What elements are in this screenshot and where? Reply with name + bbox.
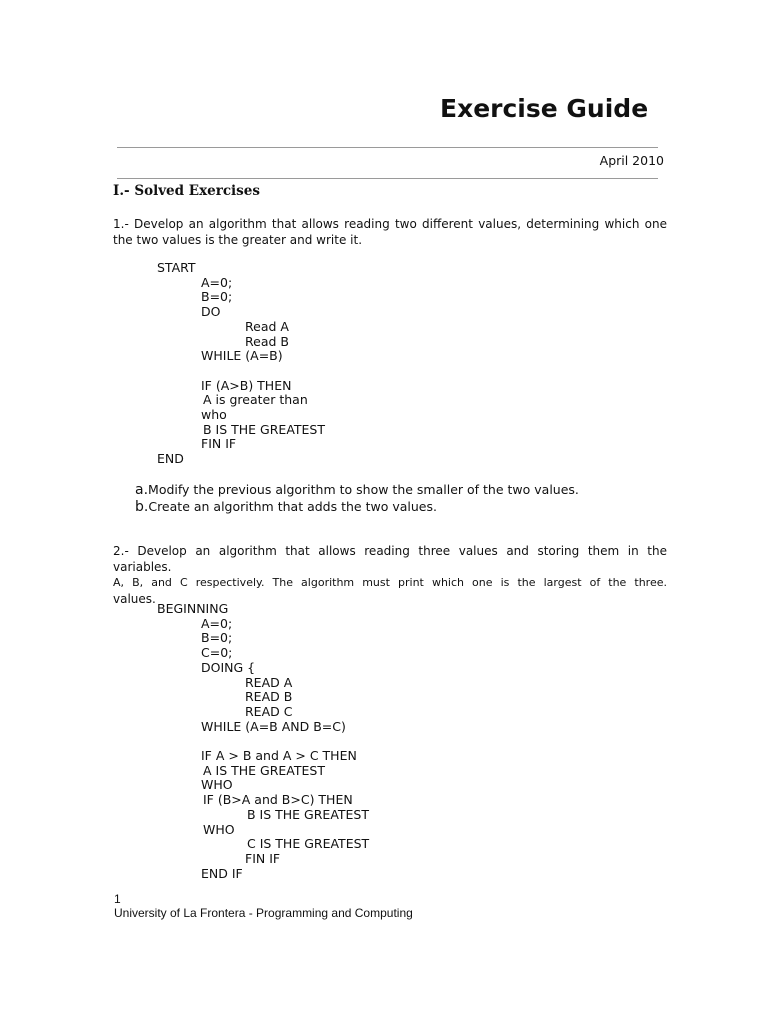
code-line: A=0; (201, 615, 233, 631)
document-title: Exercise Guide (440, 94, 649, 123)
exercise-1-task-a (135, 481, 579, 499)
code-line: END (157, 451, 184, 467)
page-number: 1 (114, 892, 121, 906)
code-line: C IS THE GREATEST (247, 836, 370, 852)
code-line: Read B (245, 333, 289, 349)
code-line: START (157, 260, 196, 275)
code-line: WHO (203, 821, 235, 837)
code-line: B=0; (201, 630, 233, 646)
header-rule-top (117, 147, 658, 148)
code-line: DOING { (201, 659, 256, 675)
exercise-1-code (157, 261, 325, 467)
code-line: BEGINNING (157, 601, 229, 616)
code-line: FIN IF (201, 436, 237, 452)
code-line: WHILE (A=B) (201, 348, 283, 364)
exercise-2-prompt-line-3: values. (113, 592, 156, 606)
code-line: IF (B>A and B>C) THEN (203, 792, 353, 808)
exercise-1-prompt-line-2: the two values is the greater and write it. (113, 233, 363, 247)
code-line: READ B (245, 689, 293, 705)
code-line: B IS THE GREATEST (247, 806, 370, 822)
code-line: C=0; (201, 645, 233, 661)
code-line: READ A (245, 674, 293, 690)
exercise-1-prompt-line-1: 1.- Develop an algorithm that allows reading two different values, determining which one (113, 217, 667, 231)
code-line: who (201, 407, 227, 423)
footer-text: University of La Frontera - Programming and Computing (114, 906, 413, 920)
code-line: B IS THE GREATEST (203, 421, 326, 437)
code-blank-line (157, 364, 325, 379)
section-heading: I.- Solved Exercises (113, 183, 260, 199)
exercise-2-prompt-line-2: A, B, and C respectively. The algorithm must print which one is the largest of the three. (113, 576, 667, 589)
code-blank-line (157, 734, 369, 749)
exercise-1-task-b (135, 498, 437, 516)
document-date: April 2010 (599, 153, 664, 168)
task-marker: b. (135, 499, 149, 515)
task-text: Modify the previous algorithm to show the smaller of the two values. (148, 482, 579, 497)
code-line: B=0; (201, 289, 233, 305)
code-line: READ C (245, 703, 293, 719)
code-line: WHILE (A=B AND B=C) (201, 718, 346, 734)
exercise-1-prompt (113, 216, 667, 248)
exercise-2-code (157, 602, 369, 881)
code-line: A=0; (201, 274, 233, 290)
code-line: FIN IF (245, 850, 281, 866)
task-marker: a. (135, 482, 149, 498)
header-rule-bottom (117, 178, 658, 179)
code-line: END IF (201, 865, 243, 881)
code-line: DO (201, 304, 221, 320)
code-line: IF A > B and A > C THEN (201, 748, 357, 764)
exercise-2-prompt (113, 543, 667, 607)
code-line: WHO (201, 777, 233, 793)
code-line: Read A (245, 318, 289, 334)
code-line: A is greater than (203, 392, 308, 408)
task-text: Create an algorithm that adds the two values. (148, 499, 437, 514)
exercise-2-prompt-line-1: 2.- Develop an algorithm that allows reading three values and storing them in the variables. (113, 544, 667, 574)
code-line: IF (A>B) THEN (201, 377, 292, 393)
code-line: A IS THE GREATEST (203, 762, 325, 778)
